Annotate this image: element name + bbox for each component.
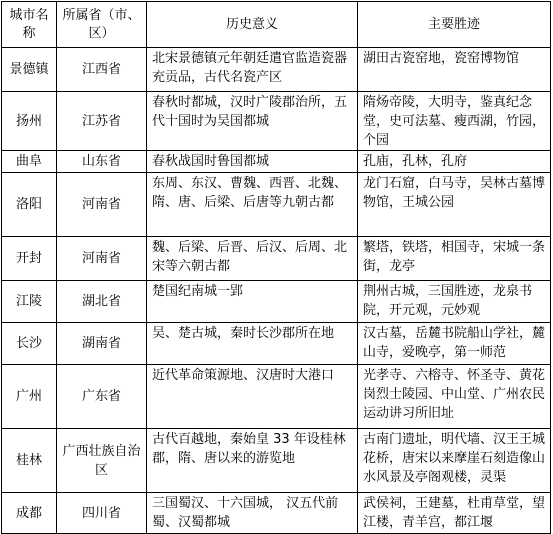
- header-province: 所属省（市、区）: [57, 2, 147, 48]
- city-cell: 曲阜: [2, 151, 57, 173]
- city-cell: 广州: [2, 365, 57, 429]
- history-cell: 楚国纪南城一郢: [147, 281, 358, 323]
- sights-cell: 孔庙，孔林，孔府: [358, 151, 551, 173]
- header-sights: 主要胜迹: [358, 2, 551, 48]
- history-cell: 近代革命策源地、汉唐时大港口: [147, 365, 358, 429]
- province-cell: 四川省: [57, 493, 147, 534]
- table-row: [2, 237, 551, 281]
- sights-cell: 隋炀帝陵，大明寺，鉴真纪念堂，史可法墓、瘦西湖，竹园，个园: [358, 92, 551, 151]
- sights-cell: 汉古墓，岳麓书院船山学社，麓山寺，爱晚亭，第一师范: [358, 323, 551, 365]
- city-cell: 成都: [2, 493, 57, 534]
- table-row: [2, 151, 551, 173]
- province-cell: 广西壮族自治区: [57, 429, 147, 493]
- city-cell: 扬州: [2, 92, 57, 151]
- city-cell: 景德镇: [2, 48, 57, 92]
- header-history: 历史意义: [147, 2, 358, 48]
- table-row: [2, 323, 551, 365]
- historic-cities-table: [1, 1, 551, 534]
- province-cell: 山东省: [57, 151, 147, 173]
- sights-cell: 繁塔，铁塔，相国寺，宋城一条街，龙亭: [358, 237, 551, 281]
- city-cell: 开封: [2, 237, 57, 281]
- province-cell: 广东省: [57, 365, 147, 429]
- table-row: [2, 493, 551, 534]
- province-cell: 湖南省: [57, 323, 147, 365]
- history-cell: 春秋时都城，汉时广陵郡治所，五代十国时为吴国都城: [147, 92, 358, 151]
- history-cell: 春秋战国时鲁国都城: [147, 151, 358, 173]
- province-cell: 江西省: [57, 48, 147, 92]
- table-row: [2, 281, 551, 323]
- table-row: [2, 48, 551, 92]
- history-cell: 北宋景德镇元年朝廷遣官监造瓷器充贡品，古代名瓷产区: [147, 48, 358, 92]
- table-row: [2, 365, 551, 429]
- city-cell: 长沙: [2, 323, 57, 365]
- province-cell: 江苏省: [57, 92, 147, 151]
- province-cell: 河南省: [57, 237, 147, 281]
- table-row: [2, 429, 551, 493]
- sights-cell: 古南门遗址，明代墙、汉王王城花桥，唐宋以来摩崖石刻造像山水风景及亭阁观楼，灵渠: [358, 429, 551, 493]
- city-cell: 洛阳: [2, 173, 57, 237]
- city-cell: 桂林: [2, 429, 57, 493]
- sights-cell: 荆州古城，三国胜迹，龙泉书院，开元观，元妙观: [358, 281, 551, 323]
- city-cell: 江陵: [2, 281, 57, 323]
- history-cell: 吴、楚古城，秦时长沙郡所在地: [147, 323, 358, 365]
- sights-cell: 光孝寺、六榕寺、怀圣寺、黄花岗烈士陵园、中山堂、广州农民运动讲习所旧址: [358, 365, 551, 429]
- table-row: [2, 173, 551, 237]
- sights-cell: 武侯祠，王建墓，杜甫草堂，望江楼，青羊宫，都江堰: [358, 493, 551, 534]
- province-cell: 河南省: [57, 173, 147, 237]
- history-cell: 古代百越地，秦始皇 33 年设桂林郡，隋、唐以来的游览地: [147, 429, 358, 493]
- history-cell: 三国蜀汉、十六国城， 汉五代前蜀、汉蜀都城: [147, 493, 358, 534]
- history-cell: 魏、后梁、后晋、后汉、后周、北宋等六朝古都: [147, 237, 358, 281]
- table-row: [2, 92, 551, 151]
- header-row: [2, 2, 551, 48]
- sights-cell: 龙门石窟，白马寺，吴林古墓博物馆，王城公园: [358, 173, 551, 237]
- header-city: 城市名称: [2, 2, 57, 48]
- province-cell: 湖北省: [57, 281, 147, 323]
- history-cell: 东周、东汉、曹魏、西晋、北魏、隋、唐、后梁、后唐等九朝古都: [147, 173, 358, 237]
- sights-cell: 湖田古瓷窑地，瓷窑博物馆: [358, 48, 551, 92]
